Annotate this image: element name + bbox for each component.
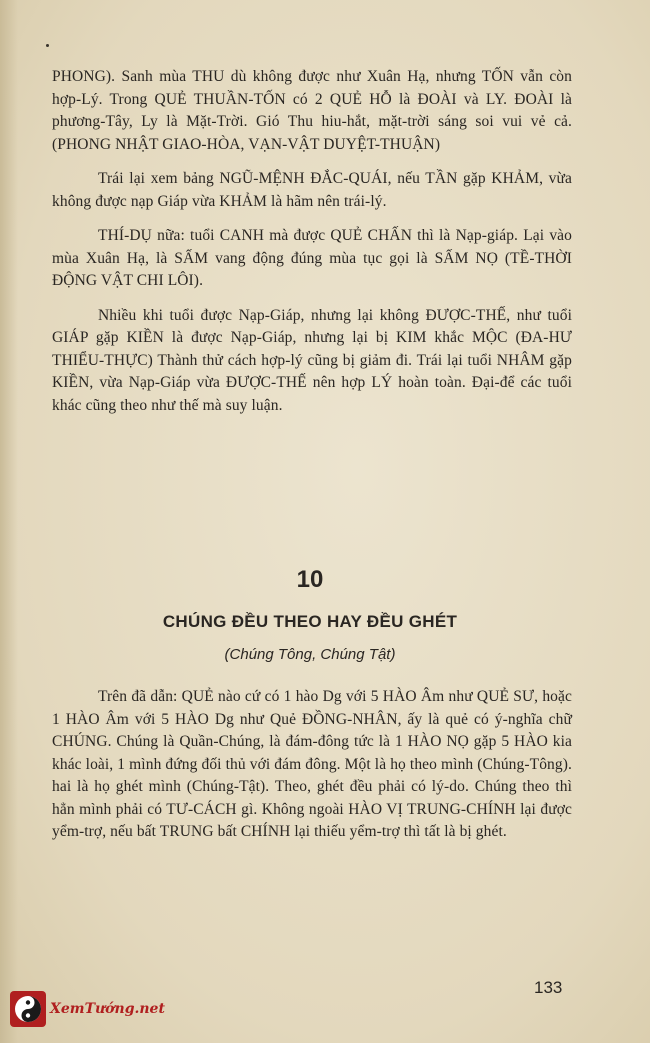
yin-yang-icon (10, 991, 46, 1027)
page-number: 133 (534, 978, 563, 997)
bottom-text-block (52, 686, 572, 844)
paragraph-5: Trên đã dẫn: QUẺ nào cứ có 1 hào Dg với 5 HÀO Âm như QUẺ SƯ, hoặc 1 HÀO Âm với 5 HÀO Dg như Quẻ ĐỒNG-NHÂN, ấy là quẻ có ý-nghĩa chữ CHÚNG. Chúng là Quần-Chúng, là đám-đông tức là 1 HÀO NỌ gặp 5 HÀO kia khác loài, 1 mình đứng đối thủ với đám đông. Một là họ theo mình (Chúng-Tông). hai là họ ghét mình (Chúng-Tật). Theo, ghét đều phải có lý-do. Chúng theo thì hẳn mình phải có TƯ-CÁCH gì. Không ngoài HÀO VỊ TRUNG-CHÍNH lại được yểm-trợ, nếu bất TRUNG bất CHÍNH lại thiếu yểm-trợ thì tất là bị ghét. (52, 688, 572, 840)
ink-speck (46, 44, 49, 47)
paragraph-4: Nhiều khi tuổi được Nạp-Giáp, nhưng lại không ĐƯỢC-THẾ, như tuổi GIÁP gặp KIỀN là được Nạp-Giáp, nhưng lại bị KIM khắc MỘC (ĐA-HƯ THIỂU-THỰC) Thành thử cách hợp-lý cũng bị giảm đi. Trái lại tuổi NHÂM gặp KIỀN, vừa Nạp-Giáp vừa ĐƯỢC-THẾ nên hợp LÝ hoàn toàn. Đại-để các tuổi khác cũng theo như thế mà suy luận. (52, 306, 572, 414)
chapter-title: CHÚNG ĐỀU THEO HAY ĐỀU GHÉT (162, 612, 458, 631)
site-watermark (10, 990, 170, 1028)
paragraph-3: THÍ-DỤ nữa: tuổi CANH mà được QUẺ CHẤN thì là Nạp-giáp. Lại vào mùa Xuân Hạ, là SẤM vang động đúng mùa tục gọi là SẤM NỌ (TỀ-THỜI ĐỘNG VẬT CHI LÔI). (52, 227, 572, 289)
top-text-block (52, 66, 572, 417)
paragraph-2: Trái lại xem bảng NGŨ-MỆNH ĐẮC-QUÁI, nếu TẦN gặp KHẢM, vừa không được nạp Giáp vừa KHẢM là hãm nên trái-lý. (52, 170, 572, 210)
page-gutter (0, 0, 18, 1043)
paragraph-1: PHONG). Sanh mùa THU dù không được như Xuân Hạ, nhưng TỐN vẫn còn hợp-Lý. Trong QUẺ THUẦN-TỐN có 2 QUẺ HỖ là ĐOÀI và LY. ĐOÀI là phương-Tây, Ly là Mặt-Trời. Gió Thu hiu-hắt, mặt-trời sáng soi vui vẻ cả. (PHONG NHẬT GIAO-HÒA, VẠN-VẬT DUYỆT-THUẬN) (52, 68, 572, 153)
watermark-text: XemTướng.net (50, 1001, 165, 1017)
chapter-subtitle: (Chúng Tông, Chúng Tật) (224, 646, 396, 663)
chapter-number: 10 (296, 566, 324, 593)
